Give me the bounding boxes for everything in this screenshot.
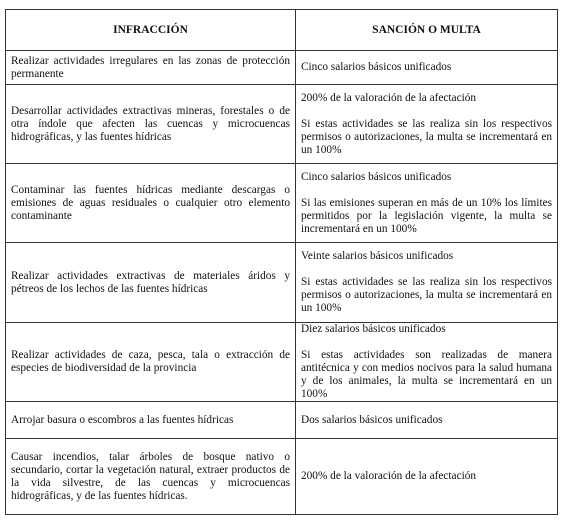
sancion-text: Si estas actividades son realizadas de manera antitécnica y con medios nocivos para la salud humana y de los animales, la multa se incrementará en un 100%	[301, 349, 552, 400]
table-row	[6, 439, 558, 515]
sancion-cell	[296, 439, 558, 515]
sancion-cell	[296, 51, 558, 85]
sancion-text: Cinco salarios básicos unificados	[301, 61, 452, 73]
sancion-text: Cinco salarios básicos unificados	[301, 170, 452, 183]
sancion-text: 200% de la valoración de la afectación	[301, 91, 477, 104]
infraccion-cell: Desarrollar actividades extractivas mineras, forestales o de otra índole que afecten las cuencas y microcuencas hidrográficas, y las fuentes hídricas	[6, 85, 296, 164]
sancion-cell	[296, 85, 558, 164]
sancion-text: Si estas actividades se las realiza sin los respectivos permisos o autorizaciones, la multa se incrementará en un 100%	[301, 276, 552, 314]
sancion-text: Dos salarios básicos unificados	[301, 413, 443, 426]
sancion-text: Si estas actividades se las realiza sin los respectivos permisos o autorizaciones, la multa se incrementará en un 100%	[301, 117, 552, 156]
sancion-cell	[296, 243, 558, 323]
header-sancion: SANCIÓN O MULTA	[296, 10, 558, 51]
sancion-cell	[296, 164, 558, 243]
sancion-cell	[296, 323, 558, 402]
sanctions-table	[5, 9, 558, 515]
table-row	[6, 323, 558, 402]
sancion-text: Diez salarios básicos unificados	[301, 323, 446, 335]
table-row	[6, 243, 558, 323]
infraccion-cell: Realizar actividades irregulares en las zonas de protección permanente	[6, 51, 296, 85]
table-row	[6, 51, 558, 85]
table-row	[6, 164, 558, 243]
sancion-text: 200% de la valoración de la afectación	[301, 470, 477, 482]
table-row	[6, 85, 558, 164]
sancion-text: Si las emisiones superan en más de un 10% los límites permitidos por la legislación vigente, la multa se incrementará en un 100%	[301, 196, 552, 235]
sancion-text: Veinte salarios básicos unificados	[301, 250, 454, 262]
infraccion-cell: Causar incendios, talar árboles de bosque nativo o secundario, cortar la vegetación natural, extraer productos de la vida silvestre, de las cuencas y microcuencas hidrográficas, y de las fuentes hídricas.	[6, 439, 296, 515]
infraccion-cell: Realizar actividades de caza, pesca, tala o extracción de especies de biodiversidad de la provincia	[6, 323, 296, 402]
table-row	[6, 402, 558, 439]
infraccion-cell: Realizar actividades extractivas de materiales áridos y pétreos de los lechos de las fuentes hídricas	[6, 243, 296, 323]
table-header-row	[6, 10, 558, 51]
infraccion-cell: Contaminar las fuentes hídricas mediante descargas o emisiones de aguas residuales o cualquier otro elemento contaminante	[6, 164, 296, 243]
infraccion-cell: Arrojar basura o escombros a las fuentes hídricas	[6, 402, 296, 439]
sancion-cell	[296, 402, 558, 439]
header-infraccion: INFRACCIÓN	[6, 10, 296, 51]
